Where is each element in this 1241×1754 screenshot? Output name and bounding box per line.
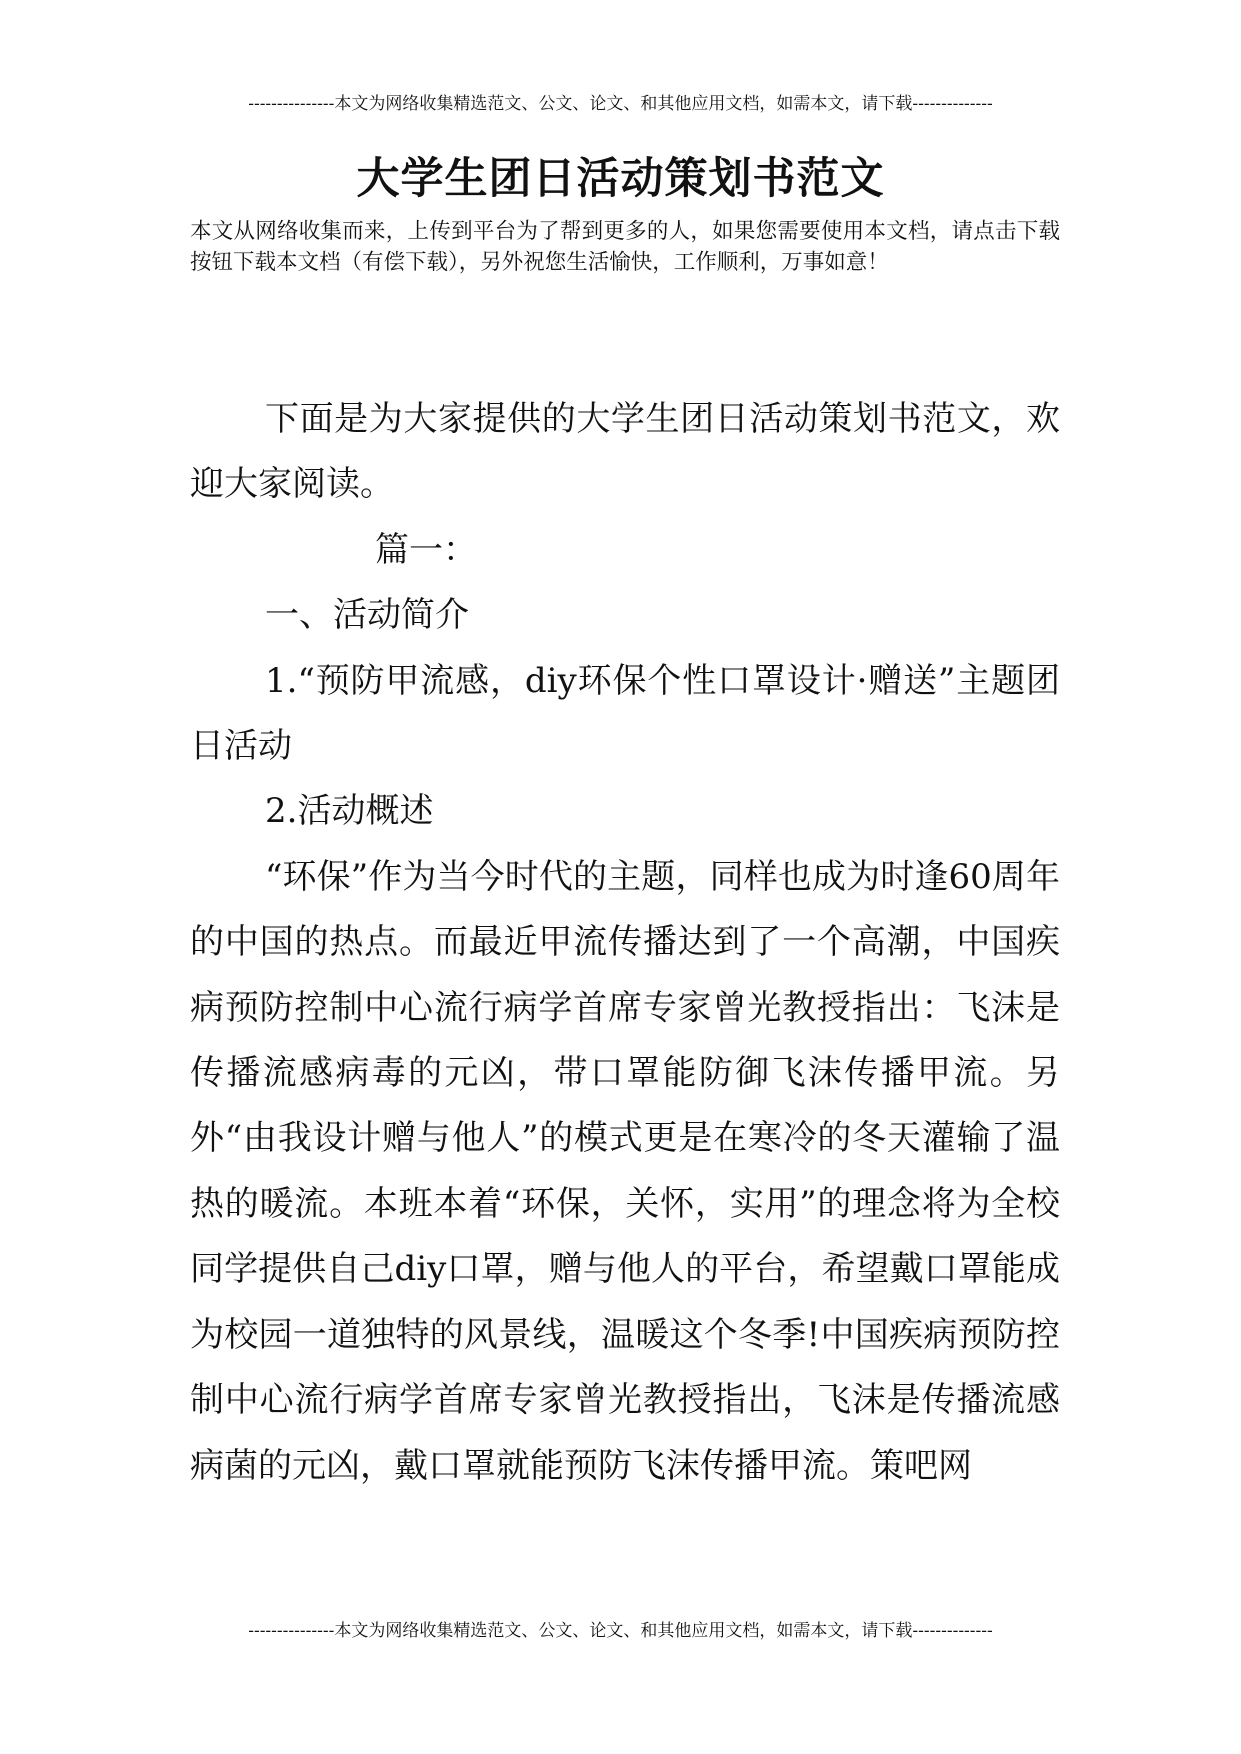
list-item: 2.活动概述 [265, 791, 434, 832]
part-label: 篇一： [375, 529, 477, 570]
page-footer: ---------------本文为网络收集精选范文、公文、论文、和其他应用文档，如需本文，请下载-------------- [248, 1621, 993, 1641]
document-title: 大学生团日活动策划书范文 [356, 154, 885, 204]
page-header: ---------------本文为网络收集精选范文、公文、论文、和其他应用文档，如需本文，请下载-------------- [248, 94, 993, 114]
download-notice: 本文从网络收集而来，上传到平台为了帮到更多的人，如果您需要使用本文档，请点击下载按钮下载本文档（有偿下载），另外祝您生活愉快，工作顺利，万事如意！ [190, 219, 1060, 275]
list-item: 1.“预防甲流感，diy环保个性口罩设计·赠送”主题团日活动 [190, 660, 1060, 767]
overview-paragraph: “环保”作为当今时代的主题，同样也成为时逢60周年的中国的热点。而最近甲流传播达到了一个高潮，中国疾病预防控制中心流行病学首席专家曾光教授指出：飞沫是传播流感病毒的元凶，带口罩能防御飞沫传播甲流。另外“由我设计赠与他人”的模式更是在寒冷的冬天灌输了温热的暖流。本班本着“环保，关怀，实用”的理念将为全校同学提供自己diy口罩，赠与他人的平台，希望戴口罩能成为校园一道独特的风景线，温暖这个冬季!中国疾病预防控制中心流行病学首席专家曾光教授指出，飞沫是传播流感病菌的元凶，戴口罩就能预防飞沫传播甲流。策吧网 [190, 856, 1060, 1486]
section-heading: 一、活动简介 [265, 595, 469, 636]
intro-paragraph: 下面是为大家提供的大学生团日活动策划书范文，欢迎大家阅读。 [190, 399, 1060, 505]
document-body [190, 387, 1060, 1499]
